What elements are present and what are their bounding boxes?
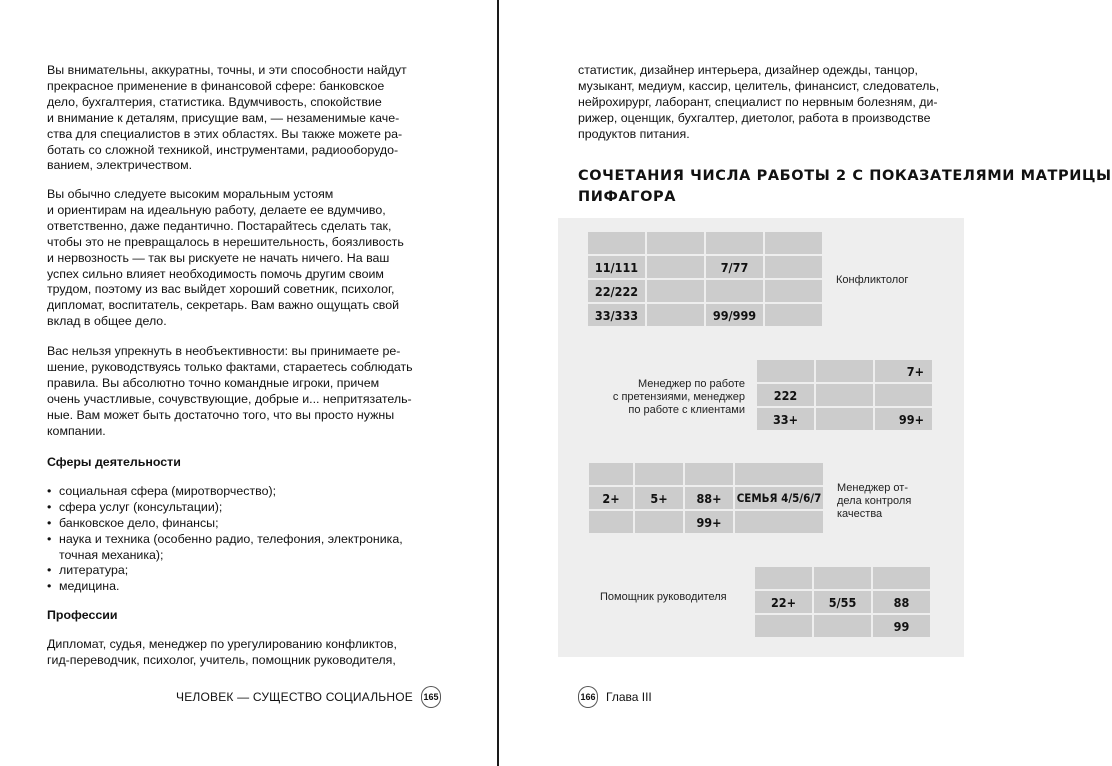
matrix-cell: 22+ [755, 591, 812, 613]
matrix-assistant-manager [755, 567, 930, 637]
list-item: • наука и техника (особенно радио, телефония, электроника, точная механика); [47, 532, 427, 564]
matrix-cell: 222 [757, 384, 814, 406]
matrix-cell [635, 463, 683, 485]
matrix-cell [816, 360, 873, 382]
matrix-cell [706, 280, 763, 302]
text-line: чтобы это не превращалось в нерешительность, боязливость [47, 234, 404, 249]
text-line: Дипломат, судья, менеджер по урегулированию конфликтов, [47, 636, 397, 651]
matrix-cell [765, 304, 822, 326]
list-item: • медицина. [47, 579, 427, 595]
text-line: успех сильно влияет необходимость помочь другим своим [47, 266, 384, 281]
matrix-label: Конфликтолог [836, 274, 909, 286]
text-line: дипломат, воспитатель, секретарь. Вам важно ощущать свой [47, 298, 400, 313]
matrix-claims-manager [757, 360, 932, 430]
professions-text [47, 637, 427, 669]
text-line: и внимание к деталям, присущие вам, — незаменимые каче- [47, 110, 400, 125]
text-line: ботать со сложной техникой, инструментами, радиооборудо- [47, 142, 399, 157]
text-line: компании. [47, 423, 106, 438]
continuation-text [578, 63, 958, 143]
professions-section [47, 608, 427, 669]
matrix-cell [757, 360, 814, 382]
matrix-quality-manager [589, 463, 823, 533]
text-line: рижер, оценщик, бухгалтер, диетолог, работа в производстве [578, 110, 931, 125]
text-line: ства для специалистов в этих областях. Вы также можете ра- [47, 126, 403, 141]
matrix-cell [875, 384, 932, 406]
matrix-cell: 33/333 [588, 304, 645, 326]
left-footer [176, 686, 441, 708]
matrix-cell [735, 463, 823, 485]
matrix-cell [706, 232, 763, 254]
matrix-cell [589, 463, 633, 485]
matrix-cell: 7+ [875, 360, 932, 382]
text-line: ванием, электричеством. [47, 158, 193, 173]
matrix-cell [814, 567, 871, 589]
spheres-list [47, 484, 427, 595]
text-line: шение, руководствуясь только фактами, стараетесь соблюдать [47, 359, 413, 374]
text-line: ответственно, даже педантично. Постарайтесь сделать так, [47, 218, 392, 233]
text-line: прекрасное применение в финансовой сфере: банковское [47, 78, 385, 93]
list-item: • социальная сфера (миротворчество); [47, 484, 427, 500]
matrix-cell: 99 [873, 615, 930, 637]
left-page [0, 0, 497, 766]
text-line: трудом, поэтому из вас выйдет хороший советник, психолог, [47, 282, 395, 297]
matrix-label: Менеджер от- дела контроля качества [837, 482, 912, 520]
right-footer [578, 686, 652, 708]
matrix-cell: 2+ [589, 487, 633, 509]
matrix-cell: 88+ [685, 487, 733, 509]
matrix-cell [647, 280, 704, 302]
matrix-label: Помощник руководителя [600, 591, 727, 603]
page-number: 165 [421, 686, 441, 708]
text-line: вклад в общее дело. [47, 314, 167, 329]
matrix-cell [755, 615, 812, 637]
text-line: продуктов питания. [578, 126, 690, 141]
matrix-cell [765, 232, 822, 254]
left-body-text [47, 63, 427, 174]
matrix-cell: СЕМЬЯ 4/5/6/7 [735, 487, 823, 509]
text-line: нейрохирург, лаборант, специалист по нервным болезням, ди- [578, 94, 938, 109]
matrix-cell [589, 511, 633, 533]
text-line: Вы внимательны, аккуратны, точны, и эти способности найдут [47, 63, 407, 77]
matrix-cell [765, 256, 822, 278]
left-body-text-2 [47, 187, 427, 330]
matrix-cell: 88 [873, 591, 930, 613]
spheres-heading: Сферы деятельности [47, 455, 181, 469]
spheres-section [47, 455, 427, 595]
matrix-cell [635, 511, 683, 533]
matrix-cell [647, 256, 704, 278]
section-title: СОЧЕТАНИЯ ЧИСЛА РАБОТЫ 2 С ПОКАЗАТЕЛЯМИ МАТРИЦЫ ПИФАГОРА [578, 168, 1112, 205]
text-line: статистик, дизайнер интерьера, дизайнер одежды, танцор, [578, 63, 918, 77]
matrix-cell: 22/222 [588, 280, 645, 302]
right-page [499, 0, 1112, 766]
text-line: и ориентирам на идеальную работу, делаете ее вдумчиво, [47, 202, 386, 217]
matrix-cell [588, 232, 645, 254]
matrix-cell [685, 463, 733, 485]
paragraph-1 [47, 63, 427, 174]
text-line: правила. Вы абсолютно точно командные игроки, причем [47, 375, 380, 390]
matrix-cell [765, 280, 822, 302]
list-item: • банковское дело, финансы; [47, 516, 427, 532]
text-line: очень участливые, сочувствующие, добрые и... непритязатель- [47, 391, 412, 406]
text-line: дело, бухгалтерия, статистика. Вдумчивость, спокойствие [47, 94, 382, 109]
matrix-cell: 99+ [875, 408, 932, 430]
matrix-cell: 11/111 [588, 256, 645, 278]
text-line: и нервозность — так вы рискуете не начать ничего. На ваш [47, 250, 390, 265]
page-number: 166 [578, 686, 598, 708]
text-line: музыкант, медиум, кассир, целитель, финансист, следователь, [578, 78, 940, 93]
text-line: Вас нельзя упрекнуть в необъективности: вы принимаете ре- [47, 344, 401, 358]
text-line: ные. Вам может быть достаточно того, что вы просто нужны [47, 407, 395, 422]
text-line: гид-переводчик, психолог, учитель, помощник руководителя, [47, 652, 396, 667]
matrix-cell: 99+ [685, 511, 733, 533]
matrix-cell [755, 567, 812, 589]
list-item: • литература; [47, 563, 427, 579]
matrix-conflictologist [588, 232, 822, 326]
matrix-cell [814, 615, 871, 637]
matrix-cell [735, 511, 823, 533]
running-header: ЧЕЛОВЕК — СУЩЕСТВО СОЦИАЛЬНОЕ [176, 690, 413, 704]
matrix-cell [647, 304, 704, 326]
matrix-cell [647, 232, 704, 254]
matrix-panel [558, 218, 964, 657]
text-line: Вы обычно следуете высоким моральным устоям [47, 187, 334, 201]
professions-heading: Профессии [47, 608, 118, 622]
running-header: Глава III [606, 690, 652, 704]
paragraph-3 [47, 344, 427, 439]
matrix-cell: 5+ [635, 487, 683, 509]
left-body-text-3 [47, 344, 427, 439]
list-item: • сфера услуг (консультации); [47, 500, 427, 516]
matrix-cell [816, 384, 873, 406]
paragraph-2 [47, 187, 427, 330]
matrix-cell: 99/999 [706, 304, 763, 326]
matrix-cell: 5/55 [814, 591, 871, 613]
matrix-label: Менеджер по работе с претензиями, менеджер по работе с клиентами [612, 378, 745, 416]
matrix-cell: 7/77 [706, 256, 763, 278]
matrix-cell [873, 567, 930, 589]
matrix-cell [816, 408, 873, 430]
matrix-cell: 33+ [757, 408, 814, 430]
